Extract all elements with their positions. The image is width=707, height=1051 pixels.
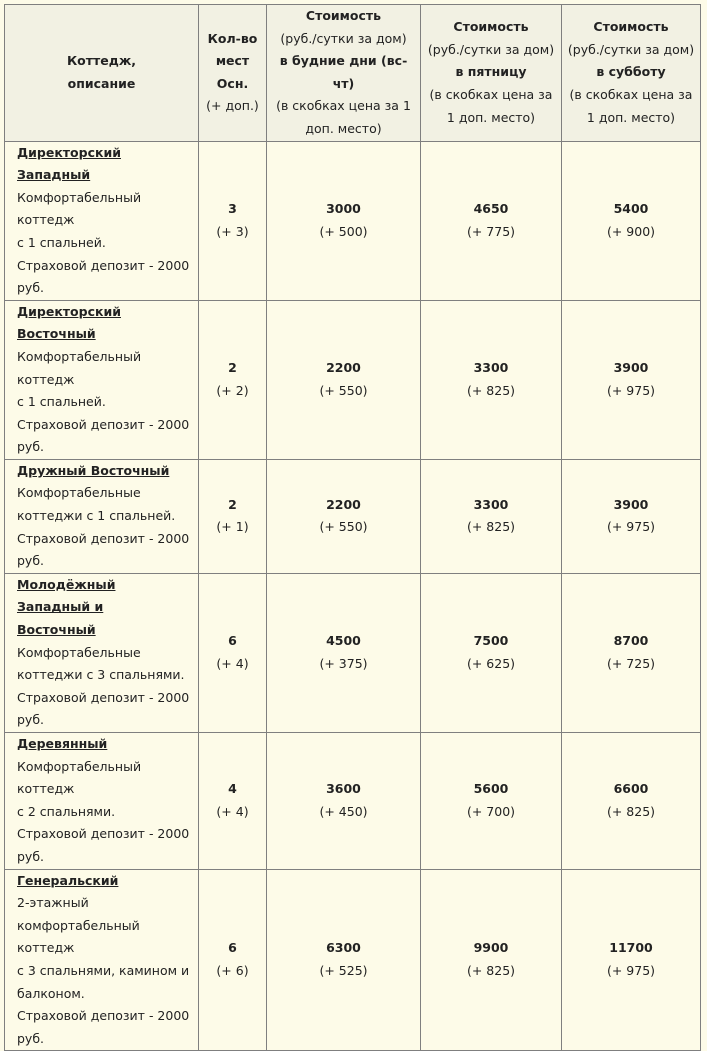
friday-extra-value: (+ 825) xyxy=(466,519,516,535)
saturday-value: 5400 xyxy=(613,201,649,217)
cottage-name: Генеральский xyxy=(17,872,119,888)
header-line: (руб./сутки за дом) xyxy=(280,30,407,46)
weekday-price-cell xyxy=(267,141,421,300)
table-header-row xyxy=(5,5,701,142)
places-extra-value: (+ 1) xyxy=(216,519,249,535)
cottage-description-cell xyxy=(5,869,199,1051)
header-line: Осн. xyxy=(216,75,249,91)
friday-value: 4650 xyxy=(473,201,509,217)
header-day: в будние дни (вс-чт) xyxy=(279,53,408,91)
header-line: описание xyxy=(67,75,136,91)
places-extra-value: (+ 4) xyxy=(216,655,249,671)
places-cell xyxy=(199,459,267,573)
cottage-name: Деревянный xyxy=(17,736,108,751)
cottage-name: Дружный Восточный xyxy=(17,462,170,478)
header-line: (руб./сутки за дом) xyxy=(567,41,695,57)
cottage-description-line: Комфортабельный коттедж xyxy=(17,758,142,797)
table-row xyxy=(5,573,701,732)
places-value: 2 xyxy=(228,496,237,512)
table-row xyxy=(5,300,701,459)
header-price-friday xyxy=(421,5,562,142)
header-price-weekday xyxy=(267,5,421,142)
table-row xyxy=(5,869,701,1051)
cottage-description-line: с 1 спальней. xyxy=(17,394,106,410)
saturday-price-cell xyxy=(562,869,701,1051)
places-extra-value: (+ 3) xyxy=(216,223,249,239)
friday-value: 3300 xyxy=(473,496,509,512)
header-cottage-description xyxy=(5,5,199,142)
table-row xyxy=(5,459,701,573)
places-extra-value: (+ 6) xyxy=(216,962,249,978)
cottage-description-line: руб. xyxy=(17,712,45,728)
saturday-price-cell xyxy=(562,573,701,732)
friday-price-cell xyxy=(421,733,562,870)
cottage-description-line: Страховой депозит - 2000 xyxy=(17,689,190,705)
weekday-value: 4500 xyxy=(326,633,361,649)
weekday-price-cell xyxy=(267,573,421,732)
weekday-price-cell xyxy=(267,733,421,870)
header-line: мест xyxy=(215,53,250,69)
saturday-value: 8700 xyxy=(613,633,649,649)
weekday-value: 2200 xyxy=(326,496,361,512)
friday-value: 7500 xyxy=(473,633,509,649)
saturday-extra-value: (+ 975) xyxy=(606,962,656,978)
friday-price-cell xyxy=(421,869,562,1051)
saturday-value: 3900 xyxy=(613,496,649,512)
weekday-extra-value: (+ 375) xyxy=(319,655,368,671)
saturday-price-cell xyxy=(562,733,701,870)
header-note: (в скобках цена за xyxy=(569,87,693,103)
header-line: (+ доп.) xyxy=(206,98,259,114)
header-note: 1 доп. место) xyxy=(446,109,536,125)
cottage-description-cell xyxy=(5,573,199,732)
header-line: Кол-во xyxy=(207,30,258,46)
weekday-extra-value: (+ 500) xyxy=(319,223,368,239)
header-title: Стоимость xyxy=(453,19,529,35)
cottage-description-line: балконом. xyxy=(17,985,85,1001)
weekday-price-cell xyxy=(267,459,421,573)
saturday-extra-value: (+ 975) xyxy=(606,519,656,535)
header-note: (в скобках цена за xyxy=(429,87,553,103)
places-extra-value: (+ 2) xyxy=(216,382,249,398)
cottage-description-cell xyxy=(5,459,199,573)
cottage-description-cell xyxy=(5,141,199,300)
saturday-price-cell xyxy=(562,300,701,459)
cottage-description-line: Страховой депозит - 2000 xyxy=(17,257,190,273)
cottage-description-line: руб. xyxy=(17,848,45,864)
cottage-description-line: Страховой депозит - 2000 xyxy=(17,416,190,432)
table-row xyxy=(5,141,701,300)
places-cell xyxy=(199,300,267,459)
weekday-value: 3600 xyxy=(326,781,361,797)
saturday-extra-value: (+ 825) xyxy=(606,803,656,819)
cottage-name: Восточный xyxy=(17,622,96,638)
weekday-extra-value: (+ 450) xyxy=(319,803,368,819)
cottage-description-line: комфортабельный коттедж xyxy=(17,917,140,956)
friday-extra-value: (+ 625) xyxy=(466,655,516,671)
weekday-extra-value: (+ 525) xyxy=(319,962,368,978)
weekday-extra-value: (+ 550) xyxy=(319,519,368,535)
cottage-description-line: коттеджи с 3 спальнями. xyxy=(17,667,185,683)
header-day: в пятницу xyxy=(455,64,527,80)
friday-value: 9900 xyxy=(473,940,509,956)
saturday-value: 11700 xyxy=(609,940,653,956)
weekday-price-cell xyxy=(267,869,421,1051)
cottage-description-line: с 3 спальнями, камином и xyxy=(17,962,190,978)
places-cell xyxy=(199,141,267,300)
cottage-description-line: Страховой депозит - 2000 xyxy=(17,1008,190,1024)
cottage-name: Директорский Западный xyxy=(17,144,121,183)
header-price-saturday xyxy=(562,5,701,142)
cottage-description-cell xyxy=(5,300,199,459)
friday-value: 5600 xyxy=(473,781,509,797)
friday-price-cell xyxy=(421,141,562,300)
header-line: Коттедж, xyxy=(66,53,137,69)
cottage-description-line: с 1 спальней. xyxy=(17,234,106,250)
friday-extra-value: (+ 825) xyxy=(466,382,516,398)
places-value: 2 xyxy=(228,360,237,376)
friday-price-cell xyxy=(421,300,562,459)
places-cell xyxy=(199,573,267,732)
places-extra-value: (+ 4) xyxy=(216,803,249,819)
cottage-name: Молодёжный Западный и xyxy=(17,576,116,615)
weekday-price-cell xyxy=(267,300,421,459)
table-row xyxy=(5,733,701,870)
header-places xyxy=(199,5,267,142)
cottage-description-line: руб. xyxy=(17,280,45,296)
saturday-value: 6600 xyxy=(613,781,649,797)
weekday-value: 2200 xyxy=(326,360,361,376)
places-value: 3 xyxy=(228,201,237,217)
cottage-description-line: 2-этажный xyxy=(17,895,89,911)
header-line: (руб./сутки за дом) xyxy=(427,41,555,57)
places-cell xyxy=(199,869,267,1051)
friday-value: 3300 xyxy=(473,360,509,376)
header-title: Стоимость xyxy=(305,8,382,23)
weekday-extra-value: (+ 550) xyxy=(319,382,368,398)
header-note: (в скобках цена за 1 xyxy=(276,98,411,114)
places-cell xyxy=(199,733,267,870)
cottage-name: Директорский Восточный xyxy=(17,303,121,342)
friday-extra-value: (+ 825) xyxy=(466,962,516,978)
saturday-price-cell xyxy=(562,141,701,300)
cottage-description-line: руб. xyxy=(17,1030,45,1046)
header-title: Стоимость xyxy=(593,19,669,35)
header-day: в субботу xyxy=(596,64,666,80)
weekday-value: 6300 xyxy=(326,940,361,956)
cottage-description-line: с 2 спальнями. xyxy=(17,803,116,819)
cottage-description-line: Комфортабельные xyxy=(17,644,141,660)
cottage-description-line: руб. xyxy=(17,439,45,455)
header-note: 1 доп. место) xyxy=(586,109,676,125)
saturday-value: 3900 xyxy=(613,360,649,376)
table-body xyxy=(5,141,701,1051)
friday-extra-value: (+ 700) xyxy=(466,803,516,819)
cottage-description-line: коттеджи с 1 спальней. xyxy=(17,508,176,524)
friday-price-cell xyxy=(421,573,562,732)
places-value: 4 xyxy=(228,781,237,797)
cottage-description-line: Комфортабельные xyxy=(17,485,141,501)
cottage-description-line: руб. xyxy=(17,553,45,569)
saturday-extra-value: (+ 900) xyxy=(606,223,656,239)
places-value: 6 xyxy=(228,633,237,649)
saturday-price-cell xyxy=(562,459,701,573)
cottage-description-line: Комфортабельный коттедж xyxy=(17,189,142,228)
cottage-price-table xyxy=(4,4,701,1051)
saturday-extra-value: (+ 975) xyxy=(606,382,656,398)
friday-extra-value: (+ 775) xyxy=(466,223,516,239)
cottage-description-line: Страховой депозит - 2000 xyxy=(17,826,190,842)
cottage-description-line: Комфортабельный коттедж xyxy=(17,348,142,387)
cottage-description-cell xyxy=(5,733,199,870)
saturday-extra-value: (+ 725) xyxy=(606,655,656,671)
weekday-value: 3000 xyxy=(326,201,361,217)
cottage-description-line: Страховой депозит - 2000 xyxy=(17,530,190,546)
header-note: доп. место) xyxy=(305,120,382,136)
places-value: 6 xyxy=(228,940,237,956)
friday-price-cell xyxy=(421,459,562,573)
